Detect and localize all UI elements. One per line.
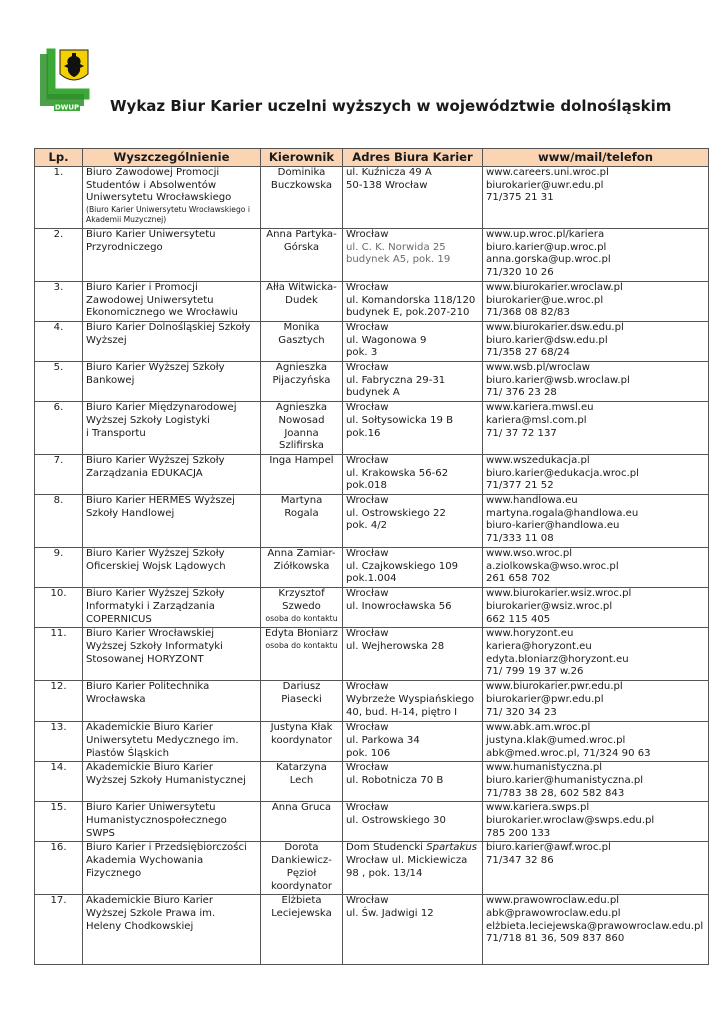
table-row [35,362,709,402]
head-line: Szwedo [282,600,321,612]
name-line: SWPS [86,827,115,839]
table-row [35,167,709,229]
name-line: Uniwersytetu Wrocławskiego [86,192,232,204]
address-line: Wrocław [346,402,389,414]
name-line: Stosowanej HORYZONT [86,653,204,665]
cell-lp: 13. [35,722,83,762]
cell-name [83,454,261,494]
head-line: Katarzyna Lech [276,762,327,786]
contact-line: biuro.karier@edukacja.wroc.pl [486,467,639,479]
name-line: Biuro Karier Międzynarodowej [86,402,237,414]
contact-line: www.abk.am.wroc.pl [486,722,591,734]
name-note: (Biuro Karier Uniwersytetu Wrocławskiego i Akademii Muzycznej) [86,205,250,224]
contact-line: kariera@horyzont.eu [486,640,592,652]
cell-contact [483,762,709,802]
cell-address [343,167,483,229]
table-row [35,229,709,282]
contact-line: 71/320 10 26 [486,267,554,279]
table-row [35,628,709,681]
address-line: ul. Czajkowskiego 109 [346,560,459,572]
cell-address [343,454,483,494]
name-line: Biuro Karier Uniwersytetu [86,802,216,814]
name-line: Heleny Chodkowskiej [86,920,194,932]
contact-line: www.careers.uni.wroc.pl [486,167,609,178]
head-line: Nowosad [278,414,325,426]
contact-line: kariera@msl.com.pl [486,414,587,426]
head-line: Martyna Rogala [280,495,323,519]
name-line: COPERNICUS [86,613,152,625]
name-line: Biuro Karier Dolnośląskiej Szkoły [86,321,251,333]
address-line: ul. Wagonowa 9 [346,334,427,346]
contact-line: www.wso.wroc.pl [486,548,573,560]
cell-contact [483,722,709,762]
head-line: Inga Hampel [269,454,334,466]
contact-line: 71/375 21 31 [486,192,554,204]
address-line: Wrocław [346,495,389,507]
head-line: Elżbieta [281,895,322,907]
head-line: Pijaczyńska [272,374,331,386]
address-line: Wrocław [346,895,389,907]
head-line: Justyna Kłak [270,722,333,734]
name-line: Studentów i Absolwentów [86,179,217,191]
cell-lp: 16. [35,842,83,895]
name-line: Uniwersytetu Medycznego im. [86,734,239,746]
head-line: Agnieszka [275,362,328,374]
cell-name [83,281,261,321]
head-note: osoba do kontaktu [265,640,338,650]
cell-lp: 8. [35,495,83,548]
cell-name [83,548,261,588]
address-line: Dom Studencki Spartakus [346,842,477,854]
name-line: Biuro Zawodowej Promocji [86,167,220,178]
cell-contact [483,402,709,455]
head-note: osoba do kontaktu [265,613,338,623]
name-line: i Transportu [86,427,146,439]
name-line: Wyższej Szkoły Informatyki [86,640,223,652]
contact-line: 71/368 08 82/83 [486,307,570,319]
cell-contact [483,895,709,965]
address-line: 98 , pok. 13/14 [346,867,423,879]
cell-head [261,762,343,802]
name-line: Wrocławska [86,693,146,705]
table-body [35,167,709,965]
header-contact: www/mail/telefon [483,149,709,167]
head-line: koordynator [270,734,333,746]
head-line: Monika [283,321,320,333]
cell-contact [483,167,709,229]
address-line: ul. Inowrocławska 56 [346,600,452,612]
contact-line: www.up.wroc.pl/kariera [486,229,605,240]
cell-contact [483,281,709,321]
name-line: Oficerskiej Wojsk Lądowych [86,560,226,572]
contact-line: www.prawowroclaw.edu.pl [486,895,620,907]
cell-address [343,402,483,455]
table-row [35,681,709,722]
head-line: Dankiewicz- [271,855,332,867]
cell-name [83,895,261,965]
contact-line: 71/ 320 34 23 [486,706,557,718]
contact-line: biuro.karier@humanistyczna.pl [486,774,644,786]
contact-line: www.biurokarier.pwr.edu.pl [486,681,623,693]
cell-name [83,681,261,722]
contact-line: a.ziolkowska@wso.wroc.pl [486,560,619,572]
name-line: Biuro Karier i Promocji [86,281,198,293]
address-line: Wrocław [346,362,389,374]
cell-name [83,628,261,681]
contact-line: biuro-karier@handlowa.eu [486,520,620,532]
cell-lp: 6. [35,402,83,455]
cell-address [343,495,483,548]
cell-lp: 17. [35,895,83,965]
address-line: ul. Parkowa 34 [346,734,420,746]
name-line: Biuro Karier Wyższej Szkoły [86,548,225,560]
contact-line: martyna.rogala@handlowa.eu [486,507,639,519]
cell-address [343,321,483,361]
cell-lp: 3. [35,281,83,321]
cell-head [261,722,343,762]
name-line: Zarządzania EDUKACJA [86,467,203,479]
address-line: ul. Wejherowska 28 [346,640,445,652]
address-line: pok.1.004 [346,573,397,585]
contact-line: biuro.karier@wsb.wroclaw.pl [486,374,630,386]
address-line: Wrocław [346,229,389,240]
address-italic: Spartakus [426,842,477,854]
name-line: Bankowej [86,374,135,386]
cell-contact [483,454,709,494]
head-line: Anna Zamiar- [267,548,336,560]
head-line: Górska [283,241,320,253]
cell-address [343,281,483,321]
address-line: Wrocław ul. Mickiewicza [346,855,468,867]
cell-head [261,842,343,895]
contact-line: www.biurokarier.wsiz.wroc.pl [486,588,632,600]
cell-lp: 5. [35,362,83,402]
contact-line: biuro.karier@up.wroc.pl [486,241,607,253]
contact-line: 71/783 38 28, 602 582 843 [486,787,625,799]
cell-name [83,802,261,842]
name-line: Akademickie Biuro Karier [86,762,214,774]
cell-address [343,722,483,762]
head-line: Gasztych [278,334,325,346]
cell-head [261,495,343,548]
address-line: ul. Św. Jadwigi 12 [346,907,434,919]
contact-line: www.biurokarier.dsw.edu.pl [486,321,624,333]
cell-contact [483,588,709,628]
address-line: 40, bud. H-14, piętro I [346,706,458,718]
address-line: Wrocław [346,321,389,333]
table-row [35,321,709,361]
cell-head [261,628,343,681]
head-line: Dorota [284,842,319,854]
cell-contact [483,548,709,588]
name-line: Piastów Śląskich [86,747,169,759]
cell-head [261,321,343,361]
table-row [35,722,709,762]
address-line: pok. 3 [346,347,378,359]
contact-line: www.kariera.swps.pl [486,802,590,814]
name-line: Fizycznego [86,867,142,879]
address-line: ul. Kuźnicza 49 A [346,167,432,178]
address-line: ul. C. K. Norwida 25 [346,241,446,253]
contact-line: abk@prawowroclaw.edu.pl [486,907,621,919]
address-line: budynek E, pok.207-210 [346,307,470,319]
address-line: Wrocław [346,628,389,640]
header-name: Wyszczególnienie [83,149,261,167]
head-line: Anna Partyka- [266,229,337,240]
contact-line: www.humanistyczna.pl [486,762,603,774]
name-line: Przyrodniczego [86,241,163,253]
name-line: Biuro Karier Uniwersytetu [86,229,216,240]
contact-line: 71/ 37 72 137 [486,427,557,439]
contact-line: 785 200 133 [486,827,551,839]
head-line: Edyta Błoniarz [265,628,338,640]
address-line: Wrocław [346,681,389,693]
table-row [35,762,709,802]
head-line: koordynator [270,880,333,892]
head-line: Dominika [277,167,326,178]
cell-name [83,362,261,402]
cell-contact [483,495,709,548]
contact-line: 71/ 376 23 28 [486,387,557,399]
cell-name [83,722,261,762]
contact-line: www.biurokarier.wroclaw.pl [486,281,623,293]
contact-line: 71/ 799 19 37 w.26 [486,666,584,678]
name-line: Akademickie Biuro Karier [86,895,214,907]
contact-line: 662 115 405 [486,613,551,625]
address-line: Wrocław [346,802,389,814]
address-line: pok.16 [346,427,381,439]
contact-line: abk@med.wroc.pl, 71/324 90 63 [486,747,651,759]
address-line: ul. Ostrowskiego 22 [346,507,446,519]
table-row [35,802,709,842]
address-line: Wrocław [346,722,389,734]
cell-head [261,588,343,628]
head-line: Dariusz Piasecki [281,681,322,705]
cell-name [83,842,261,895]
cell-head [261,281,343,321]
cell-address [343,681,483,722]
head-line: Pęzioł [286,867,317,879]
address-line: Wrocław [346,281,389,293]
cell-name [83,167,261,229]
name-line: Biuro Karier HERMES Wyższej [86,495,235,507]
cell-contact [483,842,709,895]
address-line: Wrocław [346,762,389,774]
contact-line: www.handlowa.eu [486,495,578,507]
address-line: ul. Krakowska 56-62 [346,467,449,479]
cell-name [83,229,261,282]
contact-line: 261 658 702 [486,573,551,585]
name-line: Humanistycznospołecznego [86,815,227,827]
cell-head [261,402,343,455]
cell-head [261,229,343,282]
name-line: Biuro Karier i Przedsiębiorczości [86,842,247,854]
cell-name [83,321,261,361]
contact-line: 71/377 21 52 [486,480,554,492]
contact-line: biuro.karier@awf.wroc.pl [486,842,611,854]
svg-text:DWUP: DWUP [54,103,80,112]
cell-address [343,229,483,282]
page-title: Wykaz Biur Karier uczelni wyższych w województwie dolnośląskim [110,97,672,115]
address-line: ul. Ostrowskiego 30 [346,815,446,827]
head-line: Buczkowska [270,179,333,191]
cell-head [261,362,343,402]
address-line: pok. 106 [346,747,391,759]
cell-lp: 2. [35,229,83,282]
cell-lp: 1. [35,167,83,229]
cell-contact [483,628,709,681]
name-line: Informatyki i Zarządzania [86,600,215,612]
cell-head [261,167,343,229]
address-line: pok. 4/2 [346,520,388,532]
head-line: Ziółkowska [273,560,330,572]
table-row [35,402,709,455]
cell-head [261,802,343,842]
cell-contact [483,362,709,402]
cell-name [83,495,261,548]
address-line: 50-138 Wrocław [346,179,428,191]
address-line: ul. Komandorska 118/120 [346,294,476,306]
contact-line: 71/333 11 08 [486,533,554,545]
cell-lp: 12. [35,681,83,722]
header-head: Kierownik [261,149,343,167]
contact-line: www.horyzont.eu [486,628,574,640]
cell-address [343,588,483,628]
cell-contact [483,229,709,282]
contact-line: www.wszedukacja.pl [486,454,590,466]
dwup-logo [38,44,100,114]
address-line: ul. Robotnicza 70 B [346,774,444,786]
head-line: Anna Gruca [271,802,332,814]
table-row [35,495,709,548]
head-line: Joanna [284,427,319,439]
career-offices-table [34,148,709,965]
contact-line: www.wsb.pl/wroclaw [486,362,590,374]
name-line: Zawodowej Uniwersytetu [86,294,214,306]
name-line: Biuro Karier Politechnika [86,681,210,693]
contact-line: www.kariera.mwsl.eu [486,402,594,414]
name-line: Biuro Karier Wyższej Szkoły [86,588,225,600]
contact-line: biurokarier.wroclaw@swps.edu.pl [486,815,655,827]
table-row [35,895,709,965]
address-line: ul. Sołtysowicka 19 B [346,414,454,426]
cell-head [261,895,343,965]
cell-name [83,402,261,455]
table-row [35,454,709,494]
name-line: Wyższej Szkoły Humanistycznej [86,774,246,786]
head-line: Dudek [285,294,318,306]
cell-lp: 11. [35,628,83,681]
cell-address [343,548,483,588]
head-line: Krzysztof [278,588,325,600]
contact-line: 71/718 81 36, 509 837 860 [486,933,625,945]
cell-lp: 14. [35,762,83,802]
cell-head [261,548,343,588]
contact-line: anna.gorska@up.wroc.pl [486,254,611,266]
cell-address [343,362,483,402]
table-row [35,842,709,895]
address-line: Wrocław [346,588,389,600]
cell-lp: 7. [35,454,83,494]
cell-address [343,628,483,681]
head-line: Leciejewska [271,907,332,919]
cell-address [343,802,483,842]
table-row [35,281,709,321]
contact-line: edyta.bloniarz@horyzont.eu [486,653,629,665]
cell-address [343,842,483,895]
name-line: Biuro Karier Wyższej Szkoły [86,362,225,374]
address-line: budynek A5, pok. 19 [346,254,451,266]
address-line: Wrocław [346,548,389,560]
address-line: Wybrzeże Wyspiańskiego [346,693,475,705]
contact-line: 71/358 27 68/24 [486,347,570,359]
name-line: Akademickie Biuro Karier [86,722,214,734]
contact-line: biurokarier@pwr.edu.pl [486,693,604,705]
head-line: Szlifirska [279,440,324,452]
contact-line: biurokarier@ue.wroc.pl [486,294,604,306]
name-line: Wyższej [86,334,127,346]
header-lp: Lp. [35,149,83,167]
cell-address [343,895,483,965]
table-row [35,548,709,588]
name-line: Biuro Karier Wrocławskiej [86,628,214,640]
table-row [35,588,709,628]
cell-name [83,762,261,802]
name-line: Biuro Karier Wyższej Szkoły [86,454,225,466]
name-line: Wyższej Szkoły Logistyki [86,414,210,426]
head-line: Agnieszka [275,402,328,414]
address-line: budynek A [346,387,400,399]
contact-line: biurokarier@wsiz.wroc.pl [486,600,613,612]
contact-line: 71/347 32 86 [486,855,554,867]
cell-contact [483,321,709,361]
cell-address [343,762,483,802]
contact-line: elżbieta.leciejewska@prawowroclaw.edu.pl [486,920,704,932]
cell-lp: 4. [35,321,83,361]
contact-line: biuro.karier@dsw.edu.pl [486,334,608,346]
table-header-row [35,149,709,167]
cell-contact [483,802,709,842]
cell-head [261,454,343,494]
cell-head [261,681,343,722]
name-line: Szkoły Handlowej [86,507,175,519]
cell-name [83,588,261,628]
address-line: pok.018 [346,480,387,492]
cell-lp: 9. [35,548,83,588]
cell-contact [483,681,709,722]
contact-line: justyna.klak@umed.wroc.pl [486,734,626,746]
name-line: Akademia Wychowania [86,855,204,867]
name-line: Wyższej Szkole Prawa im. [86,907,216,919]
header-address: Adres Biura Karier [343,149,483,167]
head-line: Ałła Witwicka- [266,281,337,293]
address-line: Wrocław [346,454,389,466]
cell-lp: 10. [35,588,83,628]
name-line: Ekonomicznego we Wrocławiu [86,307,238,319]
address-line: ul. Fabryczna 29-31 [346,374,446,386]
contact-line: biurokarier@uwr.edu.pl [486,179,604,191]
cell-lp: 15. [35,802,83,842]
